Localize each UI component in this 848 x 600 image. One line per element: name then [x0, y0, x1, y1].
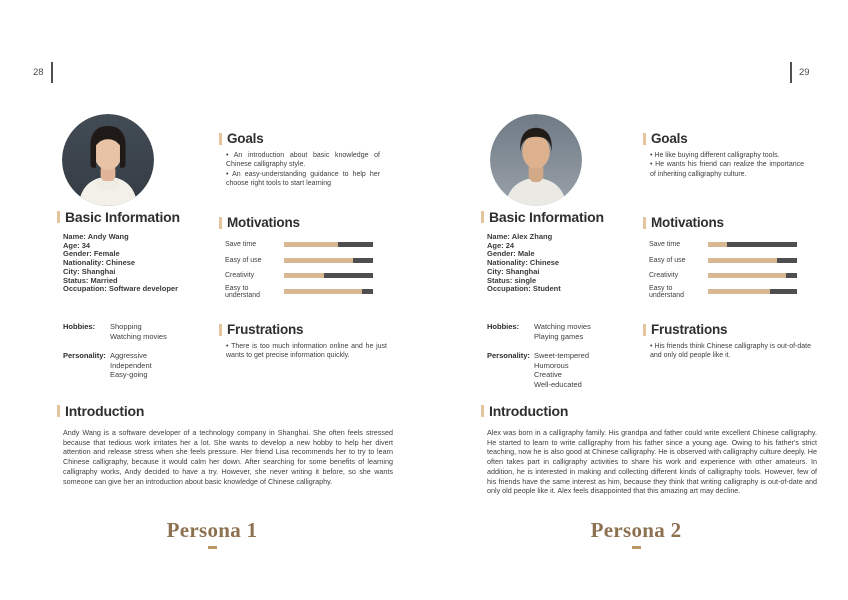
hobbies-label: Hobbies: [487, 322, 520, 331]
info-line: Nationality: Chinese [487, 258, 560, 268]
frustrations-section [219, 322, 387, 361]
motivation-bar-fill [284, 289, 362, 294]
motivation-bar [284, 258, 373, 263]
motivation-bar-fill [284, 258, 353, 263]
page-number-text: 29 [799, 67, 810, 78]
hobby-item: Shopping [110, 322, 142, 331]
motivations-heading: Motivations [227, 215, 300, 230]
info-line: Gender: Female [63, 249, 120, 259]
frustrations-heading: Frustrations [227, 322, 304, 337]
motivation-bar-fill [708, 258, 777, 263]
personality-row [487, 351, 589, 389]
motivation-label: Creativity [649, 272, 679, 280]
woman-portrait-icon [62, 114, 154, 206]
persona-1-title-block [0, 518, 424, 549]
motivation-row [649, 237, 799, 253]
persona-2-page [424, 0, 848, 600]
motivations-accent-bar-icon [643, 217, 646, 229]
motivation-row [649, 284, 799, 300]
motivation-bar-fill [708, 289, 770, 294]
motivation-bar-fill [284, 242, 338, 247]
introduction-accent-bar-icon [481, 405, 484, 417]
motivations-accent-bar-icon [219, 217, 222, 229]
persona-title-text: Persona 2 [590, 518, 682, 542]
frustrations-heading: Frustrations [651, 322, 728, 337]
personality-item: Aggressive [110, 351, 148, 360]
info-line: City: Shanghai [487, 266, 540, 276]
basic-info-heading: Basic Information [65, 209, 180, 225]
motivation-row [225, 268, 375, 284]
page-number-right [790, 62, 810, 83]
motivation-bar [708, 289, 797, 294]
motivation-bar [284, 242, 373, 247]
title-underline [632, 546, 641, 549]
motivations-section [643, 215, 799, 299]
info-line: Status: Married [63, 275, 118, 285]
persona-2-title-block [424, 518, 848, 549]
motivation-bar-fill [284, 273, 324, 278]
frustrations-accent-bar-icon [219, 324, 222, 336]
personality-item: Humorous [534, 360, 569, 370]
personality-item: Easy-going [110, 370, 148, 379]
info-line: Name: Alex Zhang [487, 232, 553, 241]
goal-bullet: • He wants his friend can realize the importance of inheriting calligraphy culture. [650, 161, 804, 178]
goals-section [219, 131, 380, 189]
frustrations-section [643, 322, 811, 361]
motivation-row [225, 237, 375, 253]
personality-item: Independent [110, 360, 152, 370]
title-underline [208, 546, 217, 549]
basic-info-accent-bar-icon [57, 211, 60, 223]
goals-section [643, 131, 804, 179]
page-number-divider [51, 62, 53, 83]
motivation-row [225, 253, 375, 269]
motivation-row [225, 284, 375, 300]
introduction-paragraph: Alex was born in a calligraphy family. His grandpa and father could write excellent Chinese calligraphy. He started to learn to write calligraphy from his father since a young age. Owing to his father's strict teaching, now he is also good at Chinese calligraphy. He is observed with calligraphy culture deeply. He often takes part in calligraphy activities to share his work and experience with other amateurs. In addition, he is interested in making and collecting different kinds of calligraphy tools. However, few of his friends have the same interest as him, because they think that writing calligraphy is out-of-date and only old people like it. Alex feels disappointed that this amazing art may decline. [487, 428, 817, 496]
frustration-bullet: • There is too much information online and he just wants to get precise information quickly. [226, 343, 387, 360]
personality-item: Well-educated [534, 379, 582, 389]
man-portrait-icon [490, 114, 582, 206]
introduction-section [481, 403, 817, 496]
persona-title-text: Persona 1 [166, 518, 258, 542]
page-number-left [33, 62, 53, 83]
motivation-bar [284, 289, 373, 294]
motivation-bar [708, 242, 797, 247]
hobbies-row [63, 322, 167, 341]
frustrations-accent-bar-icon [643, 324, 646, 336]
info-line: Nationality: Chinese [63, 258, 136, 268]
personality-label: Personality: [487, 351, 530, 360]
basic-info-heading: Basic Information [489, 209, 604, 225]
persona-2-avatar [490, 114, 582, 206]
motivation-bar [708, 258, 797, 263]
motivation-row [649, 268, 799, 284]
persona-1-avatar [62, 114, 154, 206]
hobbies-label: Hobbies: [63, 322, 96, 331]
motivation-label: Easy to understand [225, 284, 261, 299]
motivation-bar-fill [708, 273, 786, 278]
goals-accent-bar-icon [643, 133, 646, 145]
frustration-bullet: • His friends think Chinese calligraphy is out-of-date and only old people like it. [650, 343, 811, 360]
goal-bullet: • He like buying different calligraphy tools. [650, 152, 780, 159]
info-line: Gender: Male [487, 249, 535, 259]
goal-bullet: • An easy-understanding guidance to help her choose right tools to start learning [226, 170, 380, 188]
introduction-heading: Introduction [489, 403, 569, 419]
motivation-label: Creativity [225, 272, 255, 280]
motivation-bar [708, 273, 797, 278]
motivations-heading: Motivations [651, 215, 724, 230]
introduction-paragraph: Andy Wang is a software developer of a technology company in Shanghai. She often feels stressed because that tedious work irritates her a lot. She wants to develop a new hobby to help her divert attention and release stress when she feels pressure. Her friend Lisa recommends her to try to learn Chinese calligraphy, because it would calm her down. After searching for some benefits of learning calligraphy works, Andy decided to have a try. However, she never writing it before, so she wants someone can give her an introduction about basic knowledge of Chinese calligraphy. [63, 428, 393, 486]
hobby-item: Playing games [534, 331, 584, 341]
motivation-label: Save time [649, 241, 681, 249]
goals-heading: Goals [227, 131, 264, 146]
info-line: City: Shanghai [63, 266, 116, 276]
goals-heading: Goals [651, 131, 688, 146]
hobby-item: Watching movies [534, 322, 591, 331]
info-line: Age: 34 [63, 240, 91, 250]
personality-item: Sweet-tempered [534, 351, 590, 360]
basic-information-section [481, 209, 646, 294]
hobby-item: Watching movies [110, 331, 167, 341]
personality-row [63, 351, 152, 380]
personality-label: Personality: [63, 351, 106, 360]
page-number-divider [790, 62, 792, 83]
motivation-row [649, 253, 799, 269]
info-line: Status: single [487, 275, 537, 285]
info-line: Name: Andy Wang [63, 232, 129, 241]
motivation-label: Save time [225, 241, 257, 249]
introduction-section [57, 403, 393, 486]
info-line: Age: 24 [487, 240, 515, 250]
motivation-bar [284, 273, 373, 278]
motivation-label: Easy of use [649, 256, 686, 264]
motivation-label: Easy of use [225, 256, 262, 264]
motivation-label: Easy to understand [649, 284, 685, 299]
motivations-section [219, 215, 375, 299]
page-number-text: 28 [33, 67, 44, 78]
goal-bullet: • An introduction about basic knowledge of Chinese calligraphy style. [226, 152, 380, 169]
basic-info-accent-bar-icon [481, 211, 484, 223]
goals-accent-bar-icon [219, 133, 222, 145]
introduction-heading: Introduction [65, 403, 145, 419]
introduction-accent-bar-icon [57, 405, 60, 417]
hobbies-row [487, 322, 591, 341]
motivation-bar-fill [708, 242, 727, 247]
info-line: Occupation: Student [487, 284, 561, 294]
personality-item: Creative [534, 370, 562, 379]
info-line: Occupation: Software developer [63, 284, 179, 294]
basic-information-section [57, 209, 222, 294]
